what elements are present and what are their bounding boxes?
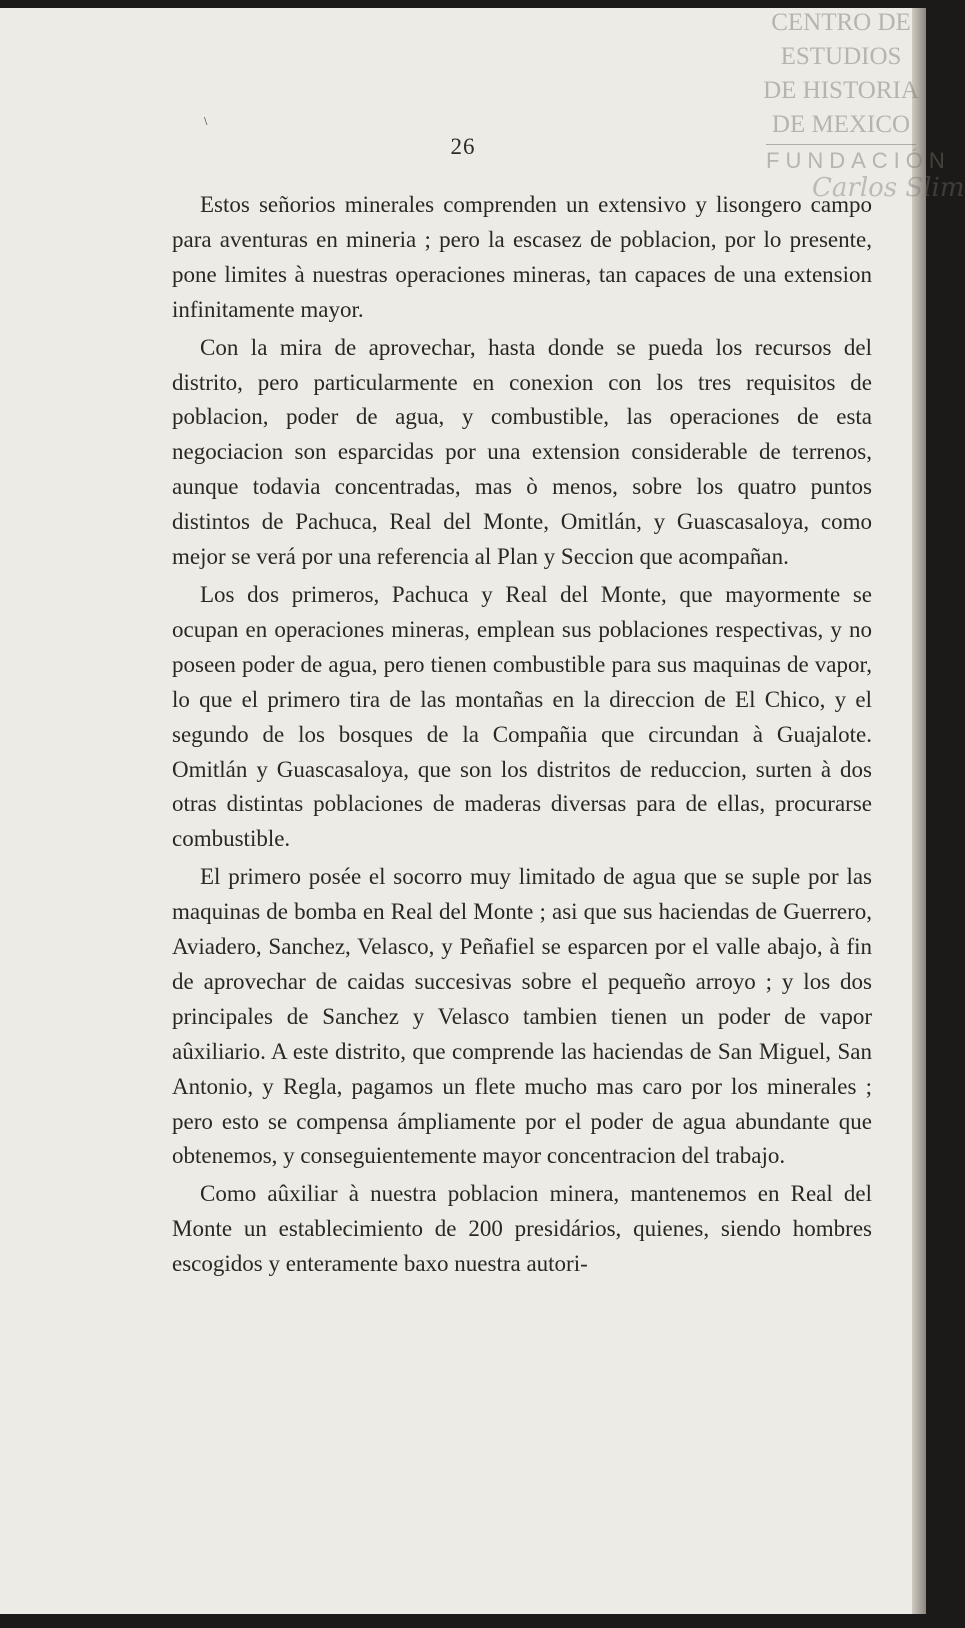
ink-speck: \ <box>204 116 208 127</box>
watermark-line-1: CENTRO DE <box>771 9 911 36</box>
paragraph-4: El primero posée el socorro muy limitado de agua que se suple por las maquinas de bomba en Real del Monte ; asi que sus haciendas de Guerrero, Aviadero, Sanchez, Velasco, y Peñafiel se esparcen por el valle abajo, à fin de aprovechar de caidas succesivas sobre el pequeño arroyo ; y los dos principales de Sanchez y Velasco tambien tienen un poder de vapor aûxiliario. A este distrito, que comprende las haciendas de San Miguel, San Antonio, y Regla, pagamos un flete mucho mas caro por los minerales ; pero esto se compensa ámpliamente por el poder de agua abundante que obtenemos, y conseguientemente mayor concentracion del trabajo. <box>172 864 872 1169</box>
watermark-line-4: DE MEXICO <box>771 111 911 138</box>
page-number: 26 <box>450 134 476 159</box>
page-edge-shadow <box>912 8 926 1614</box>
watermark-line-2: ESTUDIOS <box>780 43 902 70</box>
body-text <box>172 188 872 1285</box>
paragraph-3: Los dos primeros, Pachuca y Real del Monte, que mayormente se ocupan en operaciones mineras, emplean sus poblaciones respectivas, y no poseen poder de agua, pero tienen combustible para sus maquinas de vapor, lo que el primero tira de las montañas en la direccion de El Chico, y el segundo de los bosques de la Compañia que circundan à Guajalote. Omitlán y Guascasaloya, que son los distritos de reduccion, surten à dos otras distintas poblaciones de maderas diversas para de ellas, procurarse combustible. <box>172 581 872 852</box>
watermark-line-3: DE HISTORIA <box>763 77 919 104</box>
paragraph-5: Como aûxiliar à nuestra poblacion minera, mantenemos en Real del Monte un establecimiento de 200 presidários, quienes, siendo hombres escogidos y enteramente baxo nuestra autori- <box>172 1181 872 1277</box>
paragraph-1: Estos señorios minerales comprenden un extensivo y lisongero campo para aventuras en mineria ; pero la escasez de poblacion, por lo presente, pone limites à nuestras operaciones mineras, tan capaces de una extension infinitamente mayor. <box>172 192 872 322</box>
paragraph-2: Con la mira de aprovechar, hasta donde se pueda los recursos del distrito, pero particularmente en conexion con los tres requisitos de poblacion, poder de agua, y combustible, las operaciones de esta negociacion son esparcidas por una extension considerable de terrenos, aunque todavia concentradas, mas ò menos, sobre los quatro puntos distintos de Pachuca, Real del Monte, Omitlán, y Guascasaloya, como mejor se verá por una referencia al Plan y Seccion que acompañan. <box>172 334 872 570</box>
watermark-foundation: FUNDACIÓN <box>766 148 951 173</box>
archive-watermark <box>756 6 965 205</box>
watermark-signature: Carlos Slim <box>812 173 965 203</box>
book-page <box>0 8 965 1614</box>
